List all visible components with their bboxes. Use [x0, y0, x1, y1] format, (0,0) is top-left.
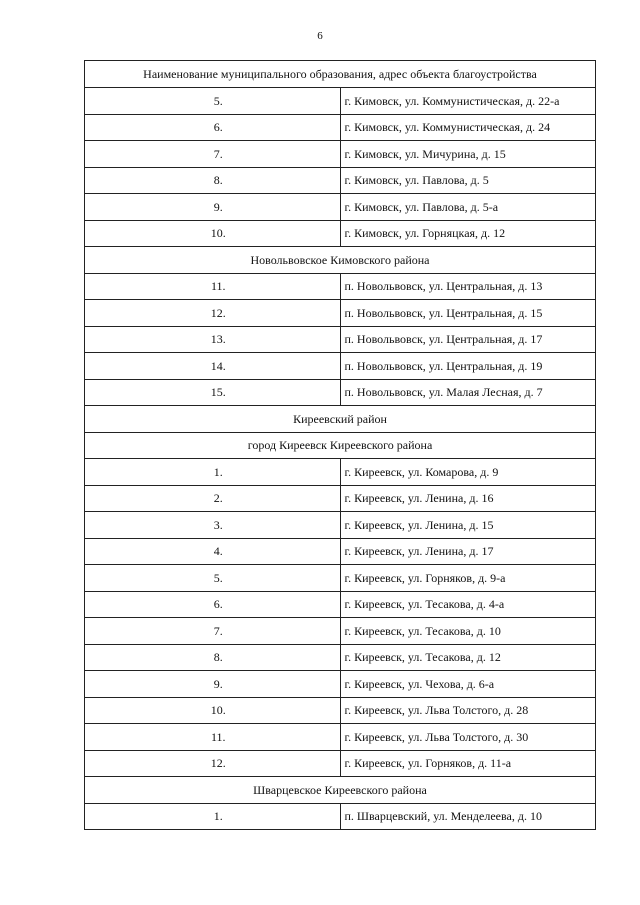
row-number: 1. [85, 459, 341, 486]
row-number: 2. [85, 485, 341, 512]
row-address: г. Киреевск, ул. Ленина, д. 15 [340, 512, 596, 539]
table-row [85, 88, 596, 115]
section-title: Шварцевское Киреевского района [85, 777, 596, 804]
row-number: 11. [85, 724, 341, 751]
section-title: Киреевский район [85, 406, 596, 433]
row-number: 8. [85, 167, 341, 194]
section-title: город Киреевск Киреевского района [85, 432, 596, 459]
row-number: 5. [85, 565, 341, 592]
row-address: п. Новольвовск, ул. Малая Лесная, д. 7 [340, 379, 596, 406]
row-number: 11. [85, 273, 341, 300]
row-number: 4. [85, 538, 341, 565]
row-address: г. Кимовск, ул. Коммунистическая, д. 22-а [340, 88, 596, 115]
table-row [85, 167, 596, 194]
row-address: г. Киреевск, ул. Комарова, д. 9 [340, 459, 596, 486]
row-address: г. Киреевск, ул. Ленина, д. 16 [340, 485, 596, 512]
section-row [85, 432, 596, 459]
table-row [85, 220, 596, 247]
row-number: 7. [85, 618, 341, 645]
table-row [85, 114, 596, 141]
table-row [85, 353, 596, 380]
table-row [85, 697, 596, 724]
row-address: г. Кимовск, ул. Коммунистическая, д. 24 [340, 114, 596, 141]
row-address: г. Киреевск, ул. Чехова, д. 6-а [340, 671, 596, 698]
section-row [85, 777, 596, 804]
section-row [85, 247, 596, 274]
row-number: 6. [85, 114, 341, 141]
table-row [85, 379, 596, 406]
table-row [85, 194, 596, 221]
table-row [85, 300, 596, 327]
row-number: 6. [85, 591, 341, 618]
table-row [85, 326, 596, 353]
row-number: 15. [85, 379, 341, 406]
table-header-cell: Наименование муниципального образования, адрес объекта благоустройства [85, 61, 596, 88]
table-row [85, 724, 596, 751]
row-address: г. Киреевск, ул. Льва Толстого, д. 30 [340, 724, 596, 751]
table-row [85, 565, 596, 592]
row-number: 10. [85, 220, 341, 247]
row-number: 3. [85, 512, 341, 539]
address-table-body [85, 61, 596, 830]
table-row [85, 273, 596, 300]
row-address: г. Киреевск, ул. Тесакова, д. 12 [340, 644, 596, 671]
row-number: 10. [85, 697, 341, 724]
row-address: г. Кимовск, ул. Мичурина, д. 15 [340, 141, 596, 168]
table-row [85, 459, 596, 486]
row-number: 13. [85, 326, 341, 353]
row-number: 12. [85, 300, 341, 327]
table-row [85, 485, 596, 512]
row-address: г. Киреевск, ул. Ленина, д. 17 [340, 538, 596, 565]
table-row [85, 671, 596, 698]
row-address: г. Киреевск, ул. Горняков, д. 9-а [340, 565, 596, 592]
row-number: 1. [85, 803, 341, 830]
row-address: п. Новольвовск, ул. Центральная, д. 15 [340, 300, 596, 327]
row-number: 9. [85, 671, 341, 698]
row-address: п. Шварцевский, ул. Менделеева, д. 10 [340, 803, 596, 830]
table-row [85, 644, 596, 671]
row-address: г. Кимовск, ул. Горняцкая, д. 12 [340, 220, 596, 247]
row-address: г. Киреевск, ул. Горняков, д. 11-а [340, 750, 596, 777]
row-address: г. Киреевск, ул. Тесакова, д. 10 [340, 618, 596, 645]
row-address: п. Новольвовск, ул. Центральная, д. 13 [340, 273, 596, 300]
row-number: 14. [85, 353, 341, 380]
table-row [85, 750, 596, 777]
row-number: 12. [85, 750, 341, 777]
section-title: Новольвовское Кимовского района [85, 247, 596, 274]
table-header-row [85, 61, 596, 88]
row-address: г. Кимовск, ул. Павлова, д. 5-а [340, 194, 596, 221]
table-row [85, 512, 596, 539]
table-row [85, 538, 596, 565]
row-address: г. Киреевск, ул. Тесакова, д. 4-а [340, 591, 596, 618]
row-address: г. Киреевск, ул. Льва Толстого, д. 28 [340, 697, 596, 724]
row-number: 8. [85, 644, 341, 671]
section-row [85, 406, 596, 433]
row-number: 9. [85, 194, 341, 221]
table-row [85, 591, 596, 618]
row-address: п. Новольвовск, ул. Центральная, д. 19 [340, 353, 596, 380]
table-row [85, 803, 596, 830]
address-table [84, 60, 596, 830]
table-row [85, 141, 596, 168]
row-number: 7. [85, 141, 341, 168]
row-address: п. Новольвовск, ул. Центральная, д. 17 [340, 326, 596, 353]
row-number: 5. [85, 88, 341, 115]
table-row [85, 618, 596, 645]
row-address: г. Кимовск, ул. Павлова, д. 5 [340, 167, 596, 194]
page-number: 6 [317, 30, 323, 42]
